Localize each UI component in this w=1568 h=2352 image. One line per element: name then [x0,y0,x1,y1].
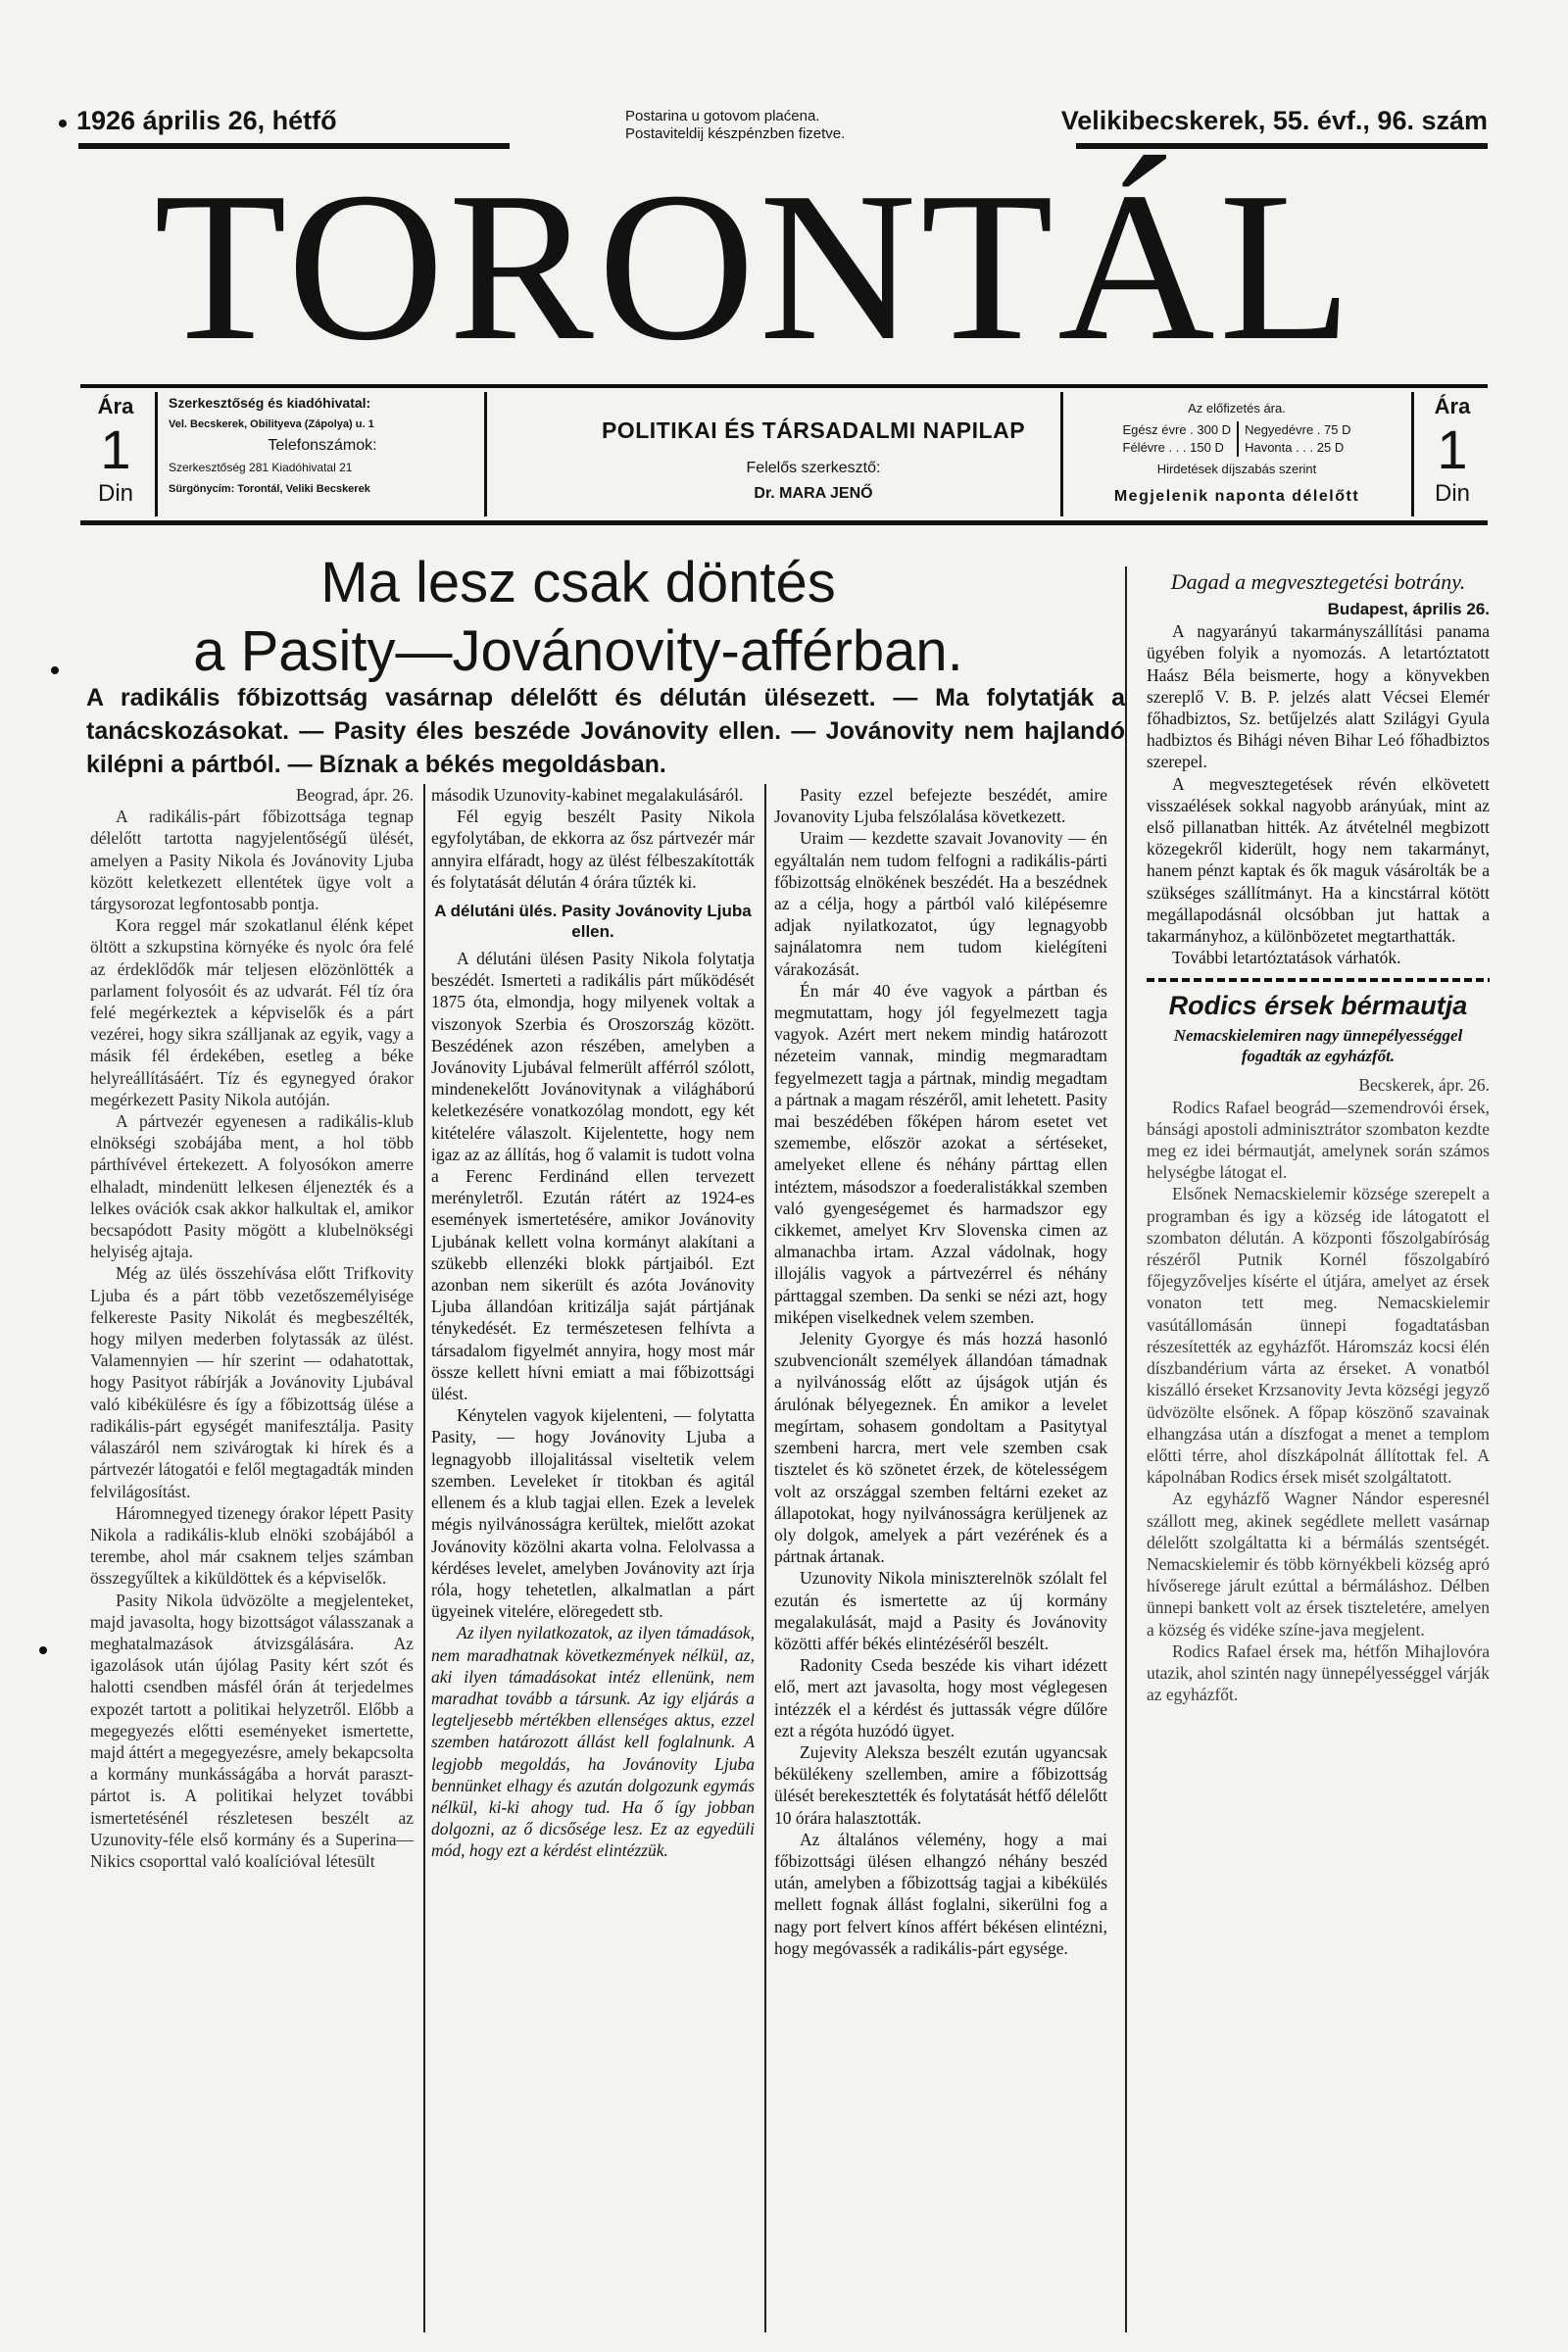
info-band [80,384,1488,525]
article-paragraph: Uzunovity Nikola miniszterelnök szólalt fel ezután és ismertette az új kormány megalakulását, majd a Pasity és Jovánovity közötti affér békés elintézéséről beszélt. [774,1568,1107,1653]
article-paragraph: A pártvezér egyenesen a radikális-klub elnökségi szobájába ment, a hol több párthívével értekezett. A folyosókon amerre elhaladt, mindenütt lelkesen éljenezték és a lelkes ovációk csak akkor halkultak el, amikor becsapódott Pasity mögött a klubelnökségi helyiség ajtaja. [90,1111,414,1262]
scan-mark [59,120,67,127]
column-rule [764,784,766,2332]
band-divider [484,392,487,516]
appears-daily: Megjelenik naponta délelőtt [1113,488,1360,505]
price-label: Ára [97,394,134,418]
column-rule [1125,566,1127,2332]
section-divider [1147,978,1490,982]
article-paragraph: Háromnegyed tizenegy órakor lépett Pasity Nikola a radikális-klub elnöki szobájából a terembe, ahol már csaknem teljes számban összegyűltek a kiküldöttek és a képviselők. [90,1502,414,1589]
headline-line-1: Ma lesz csak döntés [320,551,836,614]
phone-label: Telefonszámok: [268,437,377,454]
scan-mark [39,1646,47,1654]
side-headline-2: Rodics érsek bérmautja [1168,991,1468,1021]
band-divider [155,392,158,516]
price-currency: Din [1434,480,1470,507]
article-paragraph: Radonity Cseda beszéde kis vihart idézett elő, mert azt javasolta, hogy most véglegesen intézzék el a kérdést és juttassák végre dűlőre ezt a régóta huzódó ügyet. [774,1655,1107,1740]
paper-info [490,388,1137,525]
editor-label: Felelős szerkesztő: [746,460,881,476]
article-dateline: Beograd, ápr. 26. [295,785,414,805]
column-rule [423,784,425,2332]
subscription-prices [1117,421,1357,457]
article-paragraph: Én már 40 éve vagyok a pártban és megmutattam, hogy jól fegyelmezett tagja vagyok. Azért mert nekem mindig határozott nézeteim vannak, mindig megmaradtam fegyelmezett tagja a pártnak, mindig megadtam a pártnak a magam részéről, amit lehetett. Pasity mai beszédében főképen három esetet vet szemembe, először azokat a sértéseket, amelyeket ellene és néhány párttag ellen intéztem, másodszor a foederalistákkal szemben való gyengeségemet és harmadszor egy cikkemet, amelyet Krv Slovenska cimen az almanachba irtam. Azzal vádolnak, hogy illojális vagyok a pártvezérrel és néhány párttaggal szemben. Da senki se nézi azt, hogy miképen viselkednek velem szemben. [774,980,1107,1327]
masthead [118,149,1392,385]
side-paragraph: További letartóztatások várhatók. [1172,948,1401,968]
price-currency: Din [97,480,133,507]
article-paragraph: Zujevity Aleksza beszélt ezután ugyancsak békülékeny szellemben, amire a főbizottság ülését berekesztették és folytatását hétfő délelőtt 10 órára halasztották. [774,1741,1107,1828]
band-divider [1411,392,1414,516]
article-paragraph: Pasity ezzel befejezte beszédét, amire Jovanovity Ljuba felszólalása következett. [774,785,1107,827]
editorial-address: Vel. Becskerek, Obilityeva (Zápolya) u. 1 [169,418,374,430]
side-paragraph: A nagyarányú takarmányszállítási panama ügyében folyik a nyomozás. A letartóztatott Haász Béla beismerte, hogy a könyvekben szereplő V. B. P. jelzés alatt Vécsei Elemér főhadbiztos, Sz. betűjelzés alatt Szilágyi Gyula hadbiztos és Bihági néven Bihar Leó főhadbiztos szerepel. [1147,621,1490,772]
article-paragraph: Az ilyen nyilatkozatok, az ilyen támadások, nem maradhatnak következmények nélkül, az, aki ilyen támadásokat intéz ellenünk, nem maradhat tovább a társunk. Az igy eljárás a legteljesebb mértékben ellenséges aktus, ezzel szemben határozott állást kell foglalnunk. A legjobb megoldás, ha Jovánovity Ljuba bennünket elhagy és azután dolgozunk egymás nélkül, ki-ki ahogy tud. Ha ő így jobban dolgozni, az ő dicsősége lesz. Ez az egyedüli mód, hogy ezt a kérdést elintézzük. [431,1623,755,1861]
article-column-2 [431,784,755,1862]
issue-date: 1926 április 26, hétfő [76,106,337,135]
price-box-left [80,388,151,525]
side-paragraph: Rodics Rafael beográd—szemendrovói érsek, bánsági apostoli adminisztrátor szombaton kezdte meg ez idei bérmautját, amelynek során számos helységbe látogat el. [1147,1097,1490,1183]
side-paragraph: Elsőnek Nemacskielemir községe szerepelt a programban és igy a község ide látogatott el szombaton délután. A központi főszolgabíróság részéről Putnik Kornél főszolgabíró főjegyzőveljes kísérte el útjára, amelyet az érsek vonaton tett meg. Nemacskielemir vasútállomásán ünnepi fogadtatásban részesítették az egyházfőt. Háromszáz kocsi élén díszbandérium várta az érseket. A vonatból kiszálló érseket Krzsanovity Jevta községi jegyző üdvözölte elsőnek. A főpap köszönő szavainak elhangzása után a díszfogat a menet a templom előtti térre, ahol díszkápolnát állítottak fel. A kápolnában Rodics érsek misét szolgáltatott. [1147,1184,1490,1488]
article-column-1 [90,784,414,1872]
side-paragraph: Az egyházfő Wagner Nándor esperesnél szállott meg, akinek segédlete mellett vasárnap délelőtt szolgáltatta ki a bérmálás szentségét. Nemacskielemir és több környékbeli község apró hívőserege járult ezúttal a bérmáláshoz. Délben ünnepi bankett volt az érsek tiszteletére, amelyen a község és vidéke színe-java megjelent. [1147,1489,1490,1640]
article-paragraph: második Uzunovity-kabinet megalakulásáról. [431,785,744,805]
headline-line-2: a Pasity—Jovánovity-afférban. [193,619,963,683]
editorial-office: Szerkesztőség és kiadóhivatal: [169,395,371,411]
article-subheading: A délutáni ülés. Pasity Jovánovity Ljuba ellen. [434,902,752,942]
article-paragraph: A délutáni ülésen Pasity Nikola folytatja beszédét. Ismerteti a radikális párt működését 1875 óta, elmondja, hogy milyenek voltak a viszonyok Szerbia és Oroszország között. Beszédének azon részében, amelyben a Jovánovity Ljubával felmerült afférról szólott, mindenekelőtt Jovánovitynak a világháború keletkezésére vonatkozólag mondott, egy két kitételére válaszolt. Kijelentette, hogy nem igaz az az állítás, hog ő valamit is tudott volna a Ferenc Ferdinánd ellen tervezett merényletről. Ezután rátért az 1924-es események ismertetésére, amikor Jovánovity Ljubának kellett volna kormányt alakítani a szükebb ellenzéki blokk pártjaiból. Ezt azonban nem sikerült és azóta Jovánovity Ljuba állandóan kritizálja saját pártjának ténykedését. Ez természetesen felhívta a társadalom figyelmét annyira, hogy most már össze kellett hívni emiatt a mai főbizottsági ülést. [431,949,755,1404]
subscription-info [1066,388,1407,525]
phone-numbers: Szerkesztőség 281 Kiadóhivatal 21 [169,461,353,474]
main-headline [88,549,1068,686]
postal-note-line-2: Postaviteldij készpénzben fizetve. [625,125,846,142]
article-paragraph: Uraim — kezdette szavait Jovanovity — én egyáltalán nem tudom felfogni a radikális-párti főbizottság elnökének beszédét. Ha a beszédnek az a célja, hogy a pártból való kilépésemre adjak nyilatkozatot, úgy legnagyobb sajnálatomra nem tudom kielégíteni várakozását. [774,828,1107,979]
side-deck-2: Nemacskielemiren nagy ünnepélyességgel fogadták az egyházfőt. [1173,1026,1463,1066]
editorial-info [163,388,476,525]
article-paragraph: Jelenity Gyorgye és más hozzá hasonló szubvencionált személyek állandóan támadnak a nyilvánosság előtt az újságok utján és árulónak bélyegeznek. Én amikor a levelet megírtam, sohasem gondoltam a Pasitytyal szembeni harcra, mert vele szemben csak tisztelet és kö szönetet érzek, de kötelességem volt az országgal szemben feltárni ezeket az állapotokat, hogy nyilvánosságra kerüljenek az oly dolgok, amelyek a párt vezérének és a pártnak ártanak. [774,1329,1107,1567]
price-value: 1 [1437,418,1468,480]
side-column [1147,568,1490,1705]
price-box-right [1417,388,1488,525]
postal-note-line-1: Postarina u gotovom plaćena. [625,108,820,124]
side-dateline-2: Becskerek, ápr. 26. [1358,1075,1490,1096]
article-paragraph: Kénytelen vagyok kijelenteni, — folytatta Pasity, — hogy Jovánovity Ljuba a legnagyobb illojalitással viseltetik velem szemben. Leveleket ír titokban és agitál ellenem és a klub tagjai ellen. Ezek a levelek mégis nyilvánosságra kerültek, mielőtt azokat Jovánovity közölni akarta volna. Felolvassa a kérdéses levelet, amelyben Jovánovity azt írja róla, hogy tehetetlen, alkalmatlan a párt ügyeinek vitelére, elöregedett stb. [431,1405,755,1622]
scan-mark [51,666,59,674]
band-divider [1060,392,1063,516]
headline-deck: A radikális főbizottság vasárnap délelőtt és délután ülésezett. — Ma folytatják a tanácskozásokat. — Pasity éles beszéde Jovánovity ellen. — Jovánovity nem hajlandó kilépni a pártból. — Bíznak a békés megoldásban. [86,684,1125,778]
ad-rates: Hirdetések díjszabás szerint [1156,462,1317,476]
subscription-half: Félévre . . . 150 D [1117,439,1239,457]
subscription-year: Egész évre . 300 D [1117,421,1239,439]
side-paragraph: A megvesztegetések révén elkövetett visszaélések sokkal nagyobb arányúak, mint az első pillanatban hitték. Az átvételnél megbizott közegekről kiderült, hogy nem takarmányt, hanem pénzt kaptak és ők maguk vásárolták be a szükséges szállítmányt. Ha a kincstárral kötött megállapodásnál olcsóbban jut hattak a takarmányhoz, a különbözetet megtarthatták. [1147,773,1490,947]
article-paragraph: Pasity Nikola üdvözölte a megjelenteket, majd javasolta, hogy bizottságot válasszanak a meghatalmazások átvizsgálására. Az igazolások után újólag Pasity kért szót és halotti csendben másfél órán át terjedelmes expozét tartott a politikai helyzetről. Előbb a megegyezés előtti eseményeket ismertette, majd áttért a megegyezésre, amely bekapcsolta a kormány munkásságába a horvát paraszt-pártot is. A politikai helyzet további ismertetésénél részletesen beszélt az Uzunovity-féle első kormány és a Superina—Nikics csoporttal való koalícióval létesült [90,1590,414,1871]
article-paragraph: A radikális-párt főbizottsága tegnap délelőtt tartotta nagyjelentőségű ülését, amelyen a Pasity Nikola és Jovánovity Ljuba között keletkezett ellentétek ügye volt a tárgysorozat legfontosabb pontja. [90,807,414,914]
article-paragraph: Még az ülés összehívása előtt Trifkovity Ljuba és a párt több vezetőszemélyisége felkereste Pasity Nikolát és megbeszélték, hogy milyen mederben folytassák az ülést. Valamennyien — hír szerint — odahatottak, hogy Pasityot rábírják a Jovánovity Ljubával való kibékülésre és így a főbizottság ülése a radikális-párt egységét manifesztálja. Pasity válaszáról nem szivárogtak ki hírek és a pártvezér látogatói e felől megtagadták minden felvilágosítást. [90,1263,414,1501]
article-paragraph: Kora reggel már szokatlanul élénk képet öltött a szkupstina környéke és nyolc óra felé az érdeklődők már teljesen elözönlötték a parlament folyosóit és az udvarát. Fél tíz óra felé megérkeztek a képviselők és a párt vezérei, hogy sikra szálljanak az egyik, vagy a másik fél érdekében, esetleg a béke helyreállításáért. Tíz és egynegyed órakor megérkezett Pasity Nikola autóján. [90,915,414,1109]
issue-number: Velikibecskerek, 55. évf., 96. szám [1060,106,1488,135]
article-paragraph: Fél egyig beszélt Pasity Nikola egyfolytában, de ekkorra az ősz pártvezér már annyira elfáradt, hogy az ülést félbeszakították és folytatását délután 4 órára tűzték ki. [431,807,755,892]
subscription-quarter: Negyedévre . 75 D [1245,422,1351,437]
side-paragraph: Rodics Rafael érsek ma, hétfőn Mihajlovóra utazik, ahol szintén nagy ünnepélyességgel várják az egyházfőt. [1147,1641,1490,1705]
subscription-month: Havonta . . . 25 D [1245,440,1345,455]
editor-name: Dr. MARA JENŐ [754,485,873,502]
article-paragraph: Az általános vélemény, hogy a mai főbizottsági ülésen elhangzó néhány beszéd után, amelyben a főbizottság tagjai a kibékülés mellett fognak állást foglalni, sikerülni fog a nagy port felvert kínos affért békésen elintézni, hogy megóvassék a radikális-párt egysége. [774,1829,1107,1958]
subscription-title: Az előfizetés ára. [1188,401,1286,416]
paper-type: POLITIKAI ÉS TÁRSADALMI NAPILAP [601,417,1026,443]
price-label: Ára [1434,394,1471,418]
price-value: 1 [100,418,131,480]
side-dateline-1: Budapest, április 26. [1327,600,1490,618]
postal-note [625,108,845,143]
newspaper-title: TORONTÁL [153,149,1356,385]
article-column-3 [774,784,1107,1959]
side-headline-1: Dagad a megvesztegetési botrány. [1170,569,1466,594]
telegram-address: Sürgönycím: Torontál, Veliki Becskerek [169,483,370,495]
